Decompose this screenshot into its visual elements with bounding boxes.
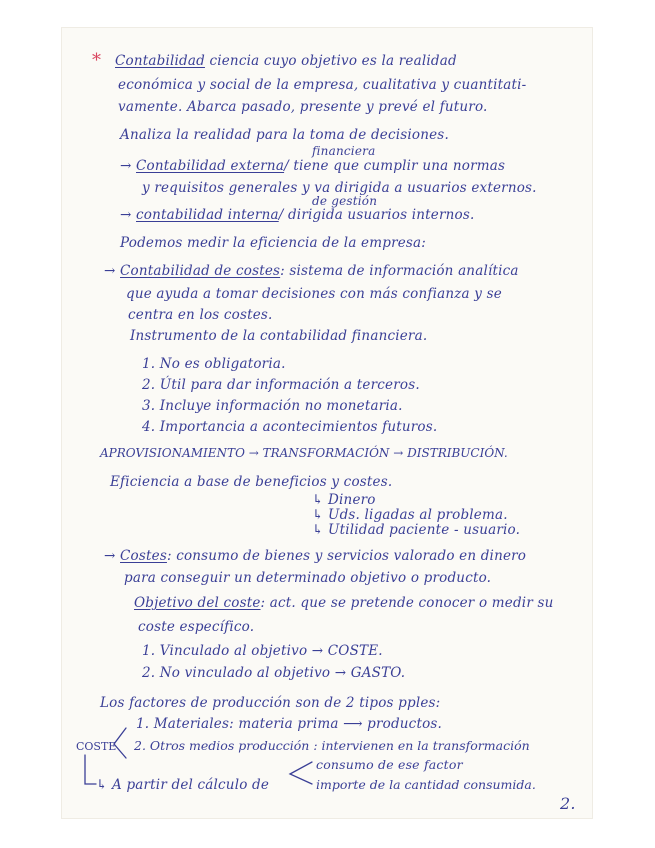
asterisk-mark: * xyxy=(92,50,102,71)
arrow-icon: → xyxy=(104,548,116,564)
list-item: 1. No es obligatoria. xyxy=(142,356,286,372)
term-objetivo-del-coste: Objetivo del coste xyxy=(134,595,261,611)
note-line-13: Instrumento de la contabilidad financiera. xyxy=(130,328,428,344)
page-number: 2. xyxy=(560,794,576,813)
note-line-11: que ayuda a tomar decisiones con más confianza y se xyxy=(126,286,502,302)
branch-item: ↳ Uds. ligadas al problema. xyxy=(312,507,508,523)
list-item: 2. No vinculado al objetivo → GASTO. xyxy=(142,665,406,681)
note-line-12: centra en los costes. xyxy=(128,307,273,323)
term-contabilidad: Contabilidad xyxy=(115,53,205,69)
term-contabilidad-de-costes: Contabilidad de costes xyxy=(120,263,281,279)
note-line-4: Analiza la realidad para la toma de decisiones. xyxy=(120,127,449,143)
calc-from-label: ↳ A partir del cálculo de xyxy=(96,777,270,793)
note-line-24: para conseguir un determinado objetivo o producto. xyxy=(124,570,492,586)
calc-option-2: importe de la cantidad consumida. xyxy=(316,777,536,792)
line-6-text: / tiene que cumplir una normas xyxy=(284,158,506,174)
list-item: 1. Vinculado al objetivo → COSTE. xyxy=(142,643,383,659)
process-chain: APROVISIONAMIENTO → TRANSFORMACIÓN → DISTRIBUCIÓN. xyxy=(100,446,508,460)
list-item: 3. Incluye información no monetaria. xyxy=(142,398,403,414)
calc-option-1: consumo de ese factor xyxy=(316,757,463,772)
note-line-26: coste específico. xyxy=(138,619,255,635)
coste-brace-icon xyxy=(114,728,126,758)
branch-item: ↳ Dinero xyxy=(312,492,376,508)
line-8-text: / dirigida usuarios internos. xyxy=(278,207,475,223)
note-line-19: Eficiencia a base de beneficios y costes. xyxy=(110,474,393,490)
note-line-7: y requisitos generales y va dirigida a usuarios externos. xyxy=(142,180,537,196)
factor-item-2: 2. Otros medios producción : intervienen en la transformación xyxy=(134,738,530,753)
line-1-text: ciencia cuyo objetivo es la realidad xyxy=(209,53,457,69)
note-line-29: Los factores de producción son de 2 tipos pples: xyxy=(100,695,441,711)
annotation-financiera: financiera xyxy=(312,144,376,158)
coste-down-arrow-icon xyxy=(85,755,96,784)
coste-label: COSTE xyxy=(76,740,117,753)
note-line-2: económica y social de la empresa, cualitativa y cuantitati- xyxy=(118,77,527,93)
factor-item-1: 1. Materiales: materia prima ⟶ productos. xyxy=(136,716,443,732)
list-item: 4. Importancia a acontecimientos futuros. xyxy=(142,419,438,435)
term-costes: Costes xyxy=(120,548,167,564)
arrow-icon: → xyxy=(104,263,116,279)
note-line-9: Podemos medir la eficiencia de la empresa: xyxy=(120,235,427,251)
line-10-text: : sistema de información analítica xyxy=(280,263,519,279)
note-line-3: vamente. Abarca pasado, presente y prevé el futuro. xyxy=(118,99,488,115)
term-contabilidad-interna: contabilidad interna xyxy=(136,207,279,223)
calc-brace-icon xyxy=(290,762,312,784)
line-25-text: : act. que se pretende conocer o medir su xyxy=(260,595,554,611)
line-23-text: : consumo de bienes y servicios valorado en dinero xyxy=(166,548,527,564)
annotation-de-gestion: de gestión xyxy=(312,194,378,208)
arrow-icon: → xyxy=(120,158,132,174)
list-item: 2. Útil para dar información a terceros. xyxy=(142,377,420,393)
arrow-icon: → xyxy=(120,207,132,223)
term-contabilidad-externa: Contabilidad externa xyxy=(136,158,285,174)
branch-item: ↳ Utilidad paciente - usuario. xyxy=(312,522,521,538)
